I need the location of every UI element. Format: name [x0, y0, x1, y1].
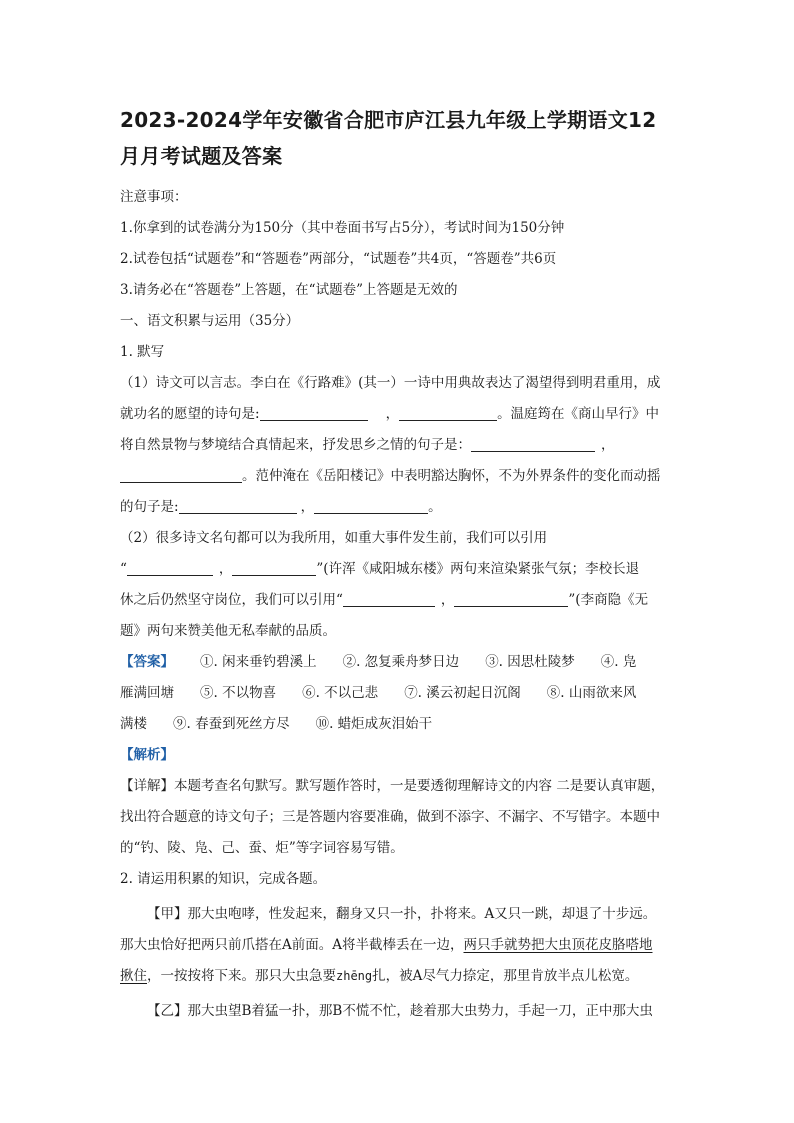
question-2-label: 2. 请运用积累的知识，完成各题。 — [120, 871, 327, 887]
detail-tag: 【详解】 — [120, 778, 174, 794]
answer-blank[interactable] — [343, 590, 435, 607]
section-heading: 一、语文积累与运用（35分） — [120, 313, 300, 329]
yi-tag: 【乙】 — [147, 1003, 188, 1019]
notice-item-1: 1.你拿到的试卷满分为150分（其中卷面书写占5分），考试时间为150分钟 — [120, 220, 565, 236]
answer-blank[interactable] — [179, 497, 297, 514]
analysis-tag: 【解析】 — [120, 747, 174, 763]
answer-blank[interactable] — [260, 404, 368, 421]
q1-part1: （1）诗文可以言志。李白在《行路难》(其一）一诗中用典故表达了渴望得到明君重用，成 就功名的愿望的诗句是: ， 。温庭筠在《商山早行》中 将自然景物与梦境结合真情起来，抒发思乡之情的句子是： ， 。范仲淹在《岳阳楼记》中表明豁达胸怀，不为外界条件的变化而动摇 的句子是: ， 。 — [120, 375, 661, 515]
question-1-label: 1. 默写 — [120, 344, 165, 360]
notice-item-2: 2.试卷包括“试题卷”和“答题卷”两部分，“试题卷”共4页，“答题卷”共6页 — [120, 251, 557, 267]
underlined-sentence-end: 揪住 — [120, 968, 147, 984]
exam-page — [120, 102, 676, 1027]
answer-blank[interactable] — [454, 590, 568, 607]
title-line-1: 2023-2024学年安徽省合肥市庐江县九年级上学期语文12 — [120, 108, 657, 132]
underlined-sentence: 两只手就势把大虫顶花皮胳嗒地 — [463, 937, 653, 953]
notice-item-3: 3.请务必在“答题卷”上答题，在“试题卷”上答题是无效的 — [120, 282, 458, 298]
passage-yi: 【乙】那大虫望B着猛一扑，那B不慌不忙，趁着那大虫势力，手起一刀，正中那大虫 — [147, 1003, 653, 1019]
notice-heading: 注意事项： — [120, 189, 188, 205]
answer-blank[interactable] — [399, 404, 497, 421]
passage-jia: 【甲】那大虫咆哮，性发起来，翻身又只一扑，扑将来。A又只一跳，却退了十步远。 那大虫恰好把两只前爪搭在A前面。A将半截棒丢在一边，两只手就势把大虫顶花皮胳嗒地 揪住，一按按将下来。那只大虫急要zhēng扎，被A尽气力捺定，那里肯放半点儿松宽。 — [120, 906, 657, 984]
answer-blank[interactable] — [120, 466, 242, 483]
jia-tag: 【甲】 — [147, 906, 188, 922]
answer-blank[interactable] — [471, 435, 595, 452]
page-title — [120, 102, 676, 174]
answer-blank[interactable] — [127, 559, 213, 576]
answer-blank[interactable] — [314, 497, 428, 514]
analysis-detail: 【详解】本题考查名句默写。默写题作答时，一是要透彻理解诗文的内容 二是要认真审题， 找出符合题意的诗文句子；三是答题内容要准确，做到不添字、不漏字、不写错字。本题中 的“钓、陵、凫、己、蚕、炬”等字词容易写错。 — [120, 778, 665, 856]
answer-blank[interactable] — [232, 559, 316, 576]
q1-part2: （2）很多诗文名句都可以为我所用，如重大事件发生前，我们可以引用 “ ， ”(许浑《咸阳城东楼》两句来渲染紧张气氛；李校长退 休之后仍然坚守岗位，我们可以引用“ ， ”(李商隐《无 题》两句来赞美他无私奉献的品质。 — [120, 530, 649, 639]
title-line-2: 月月考试题及答案 — [120, 144, 283, 168]
answer-tag: 【答案】 — [120, 654, 174, 670]
answer-block: 【答案】 ①. 闲来垂钓碧溪上 ②. 忽复乘舟梦日边 ③. 因思杜陵梦 ④. 凫 雁满回塘 ⑤. 不以物喜 ⑥. 不以己悲 ⑦. 溪云初起日沉阁 ⑧. 山雨欲来风 满楼 ⑨. 春蚕到死丝方尽 ⑩. 蜡炬成灰泪始干 — [120, 654, 637, 732]
